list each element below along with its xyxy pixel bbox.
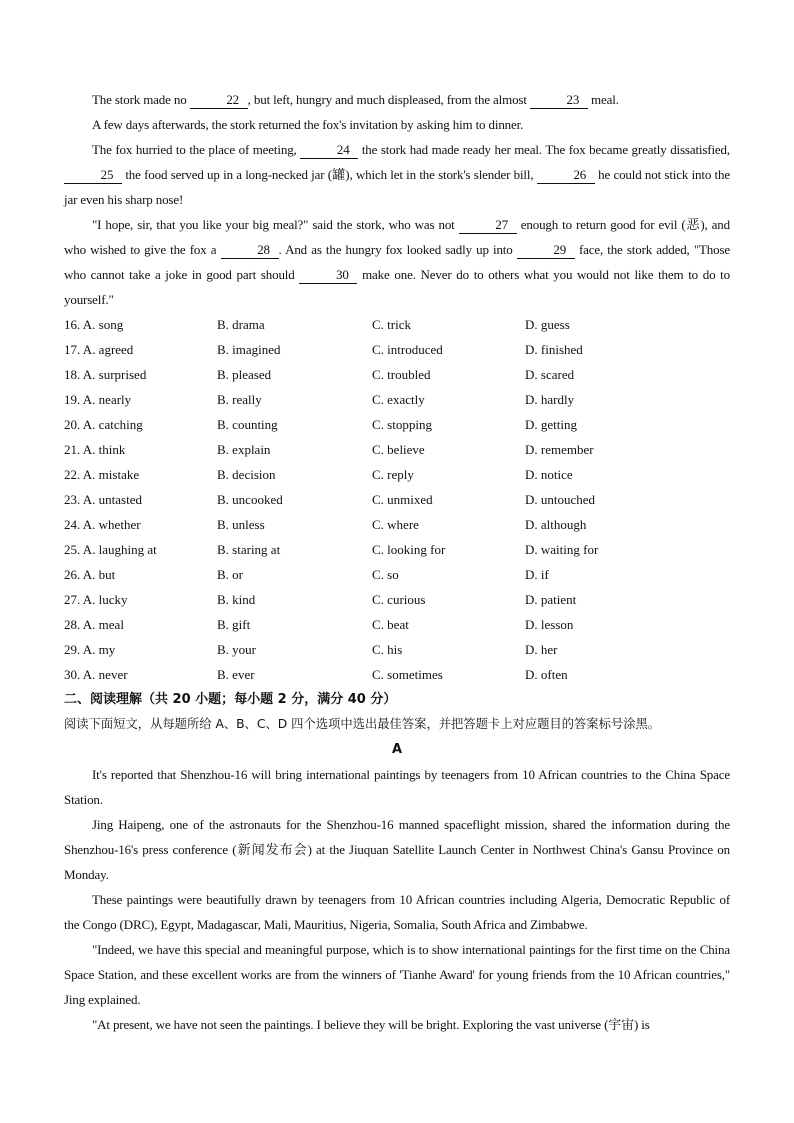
option-b: B. kind <box>217 592 256 607</box>
option-row <box>64 337 730 362</box>
option-d: D. hardly <box>525 392 575 407</box>
option-c: C. his <box>372 642 403 657</box>
option-row <box>64 412 730 437</box>
option-a: 22. A. mistake <box>64 467 140 482</box>
section-heading: 二、阅读理解（共 20 小题；每小题 2 分，满分 40 分） <box>64 692 397 707</box>
option-c: C. sometimes <box>372 667 443 682</box>
option-d: D. her <box>525 642 558 657</box>
option-c: C. looking for <box>372 542 446 557</box>
option-d: D. patient <box>525 592 577 607</box>
option-d: D. often <box>525 667 568 682</box>
option-d: D. scared <box>525 367 575 382</box>
option-b: B. explain <box>217 442 271 457</box>
option-d: D. guess <box>525 317 570 332</box>
option-row <box>64 362 730 387</box>
passage-a <box>64 762 730 1037</box>
option-d: D. notice <box>525 467 573 482</box>
option-b: B. gift <box>217 617 251 632</box>
option-d: D. although <box>525 517 587 532</box>
passage-paragraph: These paintings were beautifully drawn by teenagers from 10 African countries including Algeria, Democratic Republic of the Congo (DRC), Egypt, Madagascar, Mali, Mauritius, Nigeria, Somalia, South Africa and Zimbabwe. <box>64 892 730 932</box>
option-c: C. so <box>372 567 399 582</box>
option-a: 16. A. song <box>64 317 124 332</box>
option-a: 20. A. catching <box>64 417 143 432</box>
option-c: C. where <box>372 517 419 532</box>
blank-24: 24 <box>300 141 358 159</box>
option-a: 25. A. laughing at <box>64 542 157 557</box>
option-a: 28. A. meal <box>64 617 124 632</box>
option-d: D. getting <box>525 417 577 432</box>
passage-label: A <box>391 742 403 757</box>
option-d: D. remember <box>525 442 594 457</box>
option-row <box>64 512 730 537</box>
option-c: C. beat <box>372 617 409 632</box>
passage-paragraph: "At present, we have not seen the paintings. I believe they will be bright. Exploring the vast universe (宇宙) is <box>92 1017 650 1032</box>
option-row <box>64 487 730 512</box>
option-row <box>64 387 730 412</box>
option-row <box>64 562 730 587</box>
blank-27: 27 <box>459 216 517 234</box>
option-b: B. decision <box>217 467 276 482</box>
option-b: B. counting <box>217 417 278 432</box>
option-row <box>64 587 730 612</box>
option-row <box>64 537 730 562</box>
option-d: D. waiting for <box>525 542 599 557</box>
section-instruction: 阅读下面短文，从每题所给 A、B、C、D 四个选项中选出最佳答案，并把答题卡上对应题目的答案标号涂黑。 <box>64 717 661 731</box>
blank-28: 28 <box>221 241 279 259</box>
option-row <box>64 437 730 462</box>
option-c: C. troubled <box>372 367 431 382</box>
option-c: C. stopping <box>372 417 432 432</box>
blank-22: 22 <box>190 91 248 109</box>
option-d: D. lesson <box>525 617 574 632</box>
option-a: 19. A. nearly <box>64 392 132 407</box>
option-row <box>64 462 730 487</box>
option-c: C. unmixed <box>372 492 433 507</box>
option-c: C. curious <box>372 592 426 607</box>
option-a: 29. A. my <box>64 642 116 657</box>
passage-paragraph: "Indeed, we have this special and meaningful purpose, which is to show international paintings for the first time on the China Space Station, and these excellent works are from the winners of 'Tianhe Award' for young friends from the 10 African countries," Jing explained. <box>64 942 730 1007</box>
option-c: C. introduced <box>372 342 443 357</box>
option-b: B. pleased <box>217 367 272 382</box>
option-row <box>64 312 730 337</box>
option-row <box>64 662 730 687</box>
blank-25: 25 <box>64 166 122 184</box>
option-a: 30. A. never <box>64 667 128 682</box>
option-c: C. exactly <box>372 392 425 407</box>
option-b: B. or <box>217 567 243 582</box>
option-c: C. believe <box>372 442 425 457</box>
option-row <box>64 637 730 662</box>
cloze-paragraph-2: A few days afterwards, the stork returned the fox's invitation by asking him to dinner. <box>92 117 524 132</box>
passage-paragraph: Jing Haipeng, one of the astronauts for the Shenzhou-16 manned spaceflight mission, shared the information during the Shenzhou-16's press conference (新闻发布会) at the Jiuquan Satellite Launch Center in Northwest China's Gansu Province on Monday. <box>64 817 730 882</box>
option-b: B. imagined <box>217 342 281 357</box>
option-c: C. trick <box>372 317 411 332</box>
blank-23: 23 <box>530 91 588 109</box>
option-a: 26. A. but <box>64 567 116 582</box>
option-b: B. ever <box>217 667 255 682</box>
option-a: 21. A. think <box>64 442 126 457</box>
cloze-options-list <box>64 312 730 687</box>
option-a: 27. A. lucky <box>64 592 128 607</box>
option-d: D. if <box>525 567 549 582</box>
option-b: B. really <box>217 392 262 407</box>
option-a: 17. A. agreed <box>64 342 134 357</box>
option-row <box>64 612 730 637</box>
option-c: C. reply <box>372 467 414 482</box>
option-a: 24. A. whether <box>64 517 141 532</box>
option-b: B. unless <box>217 517 265 532</box>
cloze-paragraph-1: The stork made no 22 , but left, hungry and much displeased, from the almost 23 meal. <box>92 92 619 107</box>
blank-30: 30 <box>299 266 357 284</box>
option-a: 23. A. untasted <box>64 492 142 507</box>
option-b: B. uncooked <box>217 492 283 507</box>
option-a: 18. A. surprised <box>64 367 147 382</box>
blank-26: 26 <box>537 166 595 184</box>
exam-page <box>64 87 730 1037</box>
cloze-paragraph-3: The fox hurried to the place of meeting, 24 the stork had made ready her meal. The fox became greatly dissatisfied, 25 the food served up in a long-necked jar (罐), which let in the stork's slender bill, 26 he could not stick into the jar even his sharp nose! <box>64 142 730 207</box>
option-b: B. your <box>217 642 256 657</box>
option-d: D. untouched <box>525 492 596 507</box>
blank-29: 29 <box>517 241 575 259</box>
cloze-paragraph-4: "I hope, sir, that you like your big meal?" said the stork, who was not 27 enough to return good for evil (恶), and who wished to give the fox a 28 . And as the hungry fox looked sadly up into 29 face, the stork added, "Those who cannot take a joke in good part should 30 make one. Never do to others what you would not like them to do to yourself." <box>64 217 730 307</box>
option-b: B. staring at <box>217 542 281 557</box>
passage-paragraph: It's reported that Shenzhou-16 will bring international paintings by teenagers from 10 African countries to the China Space Station. <box>64 767 730 807</box>
option-b: B. drama <box>217 317 265 332</box>
option-d: D. finished <box>525 342 583 357</box>
